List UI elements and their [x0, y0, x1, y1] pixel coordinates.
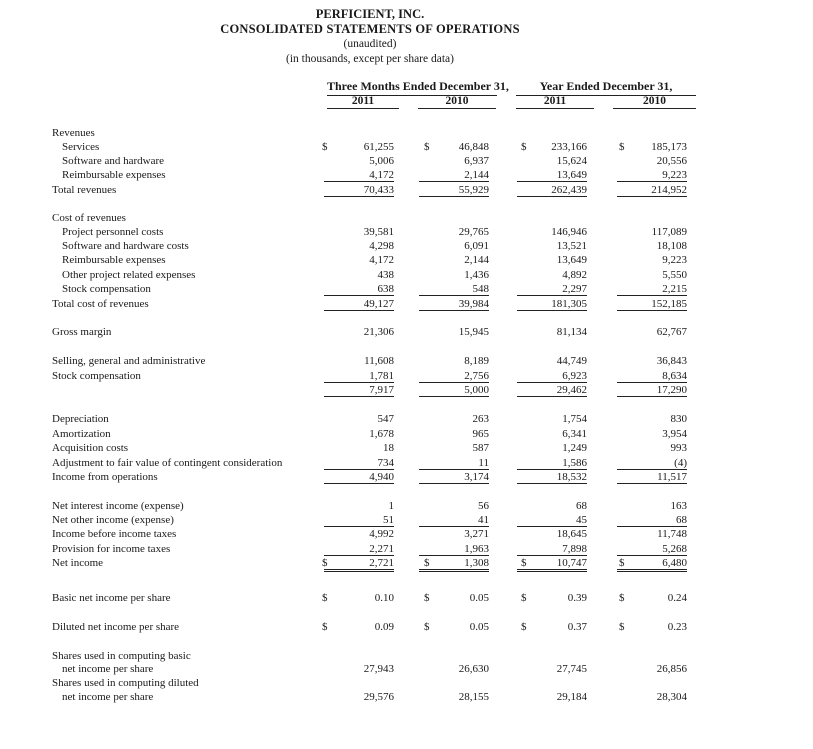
table-row — [0, 212, 813, 226]
value-cell: 185,173 — [651, 141, 687, 153]
value-cell: 2,721 — [324, 557, 394, 572]
audit-note: (unaudited) — [343, 38, 397, 50]
value-cell: 5,006 — [369, 155, 394, 167]
value-cell: 11,608 — [364, 355, 394, 367]
table-row — [0, 127, 813, 141]
value-cell: 1,308 — [419, 557, 489, 572]
value-cell: 36,843 — [656, 355, 687, 367]
row-label: Total cost of revenues — [52, 298, 149, 310]
value-cell: 1,781 — [324, 370, 394, 383]
value-cell: 2,144 — [419, 169, 489, 182]
row-label: Depreciation — [52, 413, 109, 425]
value-cell: 46,848 — [458, 141, 489, 153]
row-label: Stock compensation — [52, 370, 141, 382]
value-cell: 29,765 — [458, 226, 489, 238]
currency-symbol: $ — [521, 557, 527, 569]
table-row — [0, 384, 813, 398]
currency-symbol: $ — [619, 621, 625, 633]
value-cell: 81,134 — [556, 326, 587, 338]
row-label: Software and hardware costs — [62, 240, 189, 252]
value-cell: 62,767 — [656, 326, 687, 338]
table-row — [0, 169, 813, 183]
table-row — [0, 370, 813, 384]
value-cell: 5,000 — [419, 384, 489, 397]
value-cell: 0.23 — [667, 621, 687, 633]
value-cell: 438 — [377, 269, 394, 281]
company-name: PERFICIENT, INC. — [315, 7, 425, 21]
row-label: Revenues — [52, 127, 95, 139]
table-row — [0, 677, 813, 691]
table-row — [0, 592, 813, 606]
value-cell: 39,984 — [419, 298, 489, 311]
value-cell: 56 — [478, 500, 489, 512]
value-cell: 163 — [670, 500, 687, 512]
row-label: Income before income taxes — [52, 528, 177, 540]
column-year-q-2010: 2010 — [418, 95, 496, 109]
value-cell: 27,943 — [363, 663, 394, 675]
value-cell: 4,172 — [369, 254, 394, 266]
value-cell: 39,581 — [363, 226, 394, 238]
value-cell: 1,436 — [464, 269, 489, 281]
value-cell: 41 — [419, 514, 489, 527]
value-cell: 2,271 — [324, 543, 394, 556]
value-cell: 0.37 — [567, 621, 587, 633]
value-cell: 4,940 — [324, 471, 394, 484]
value-cell: 28,155 — [458, 691, 489, 703]
value-cell: 0.09 — [374, 621, 394, 633]
value-cell: 2,297 — [517, 283, 587, 296]
row-label: Net other income (expense) — [52, 514, 174, 526]
currency-symbol: $ — [424, 557, 430, 569]
table-row — [0, 691, 813, 705]
value-cell: 734 — [324, 457, 394, 470]
table-row — [0, 471, 813, 485]
value-cell: 587 — [472, 442, 489, 454]
value-cell: 29,576 — [363, 691, 394, 703]
row-label: Basic net income per share — [52, 592, 171, 604]
currency-symbol: $ — [322, 592, 328, 604]
value-cell: 70,433 — [324, 184, 394, 197]
value-cell: 0.39 — [567, 592, 587, 604]
row-label: Shares used in computing basic — [52, 650, 191, 662]
table-row — [0, 226, 813, 240]
value-cell: 21,306 — [363, 326, 394, 338]
row-label: Software and hardware — [62, 155, 165, 167]
value-cell: 20,556 — [656, 155, 687, 167]
currency-symbol: $ — [619, 592, 625, 604]
column-group-year: Year Ended December 31, — [516, 79, 696, 96]
column-year-y-2011: 2011 — [516, 95, 594, 109]
row-label: Diluted net income per share — [52, 621, 180, 633]
value-cell: 18 — [383, 442, 394, 454]
table-row — [0, 283, 813, 297]
row-label: Net interest income (expense) — [52, 500, 184, 512]
value-cell: 26,630 — [458, 663, 489, 675]
currency-symbol: $ — [322, 141, 328, 153]
value-cell: 152,185 — [617, 298, 687, 311]
value-cell: 181,305 — [517, 298, 587, 311]
value-cell: 2,215 — [617, 283, 687, 296]
value-cell: 18,532 — [517, 471, 587, 484]
row-label: Amortization — [52, 428, 111, 440]
value-cell: 117,089 — [651, 226, 687, 238]
row-label: Stock compensation — [62, 283, 151, 295]
currency-symbol: $ — [521, 621, 527, 633]
table-row — [0, 528, 813, 542]
table-row — [0, 500, 813, 514]
currency-symbol: $ — [619, 141, 625, 153]
statement-title: CONSOLIDATED STATEMENTS OF OPERATIONS — [220, 22, 520, 36]
value-cell: 263 — [472, 413, 489, 425]
value-cell: 0.05 — [469, 592, 489, 604]
value-cell: 1,678 — [369, 428, 394, 440]
value-cell: 6,937 — [464, 155, 489, 167]
value-cell: 5,550 — [662, 269, 687, 281]
value-cell: 9,223 — [662, 254, 687, 266]
table-row — [0, 355, 813, 369]
table-row — [0, 621, 813, 635]
currency-symbol: $ — [424, 592, 430, 604]
value-cell: 2,756 — [419, 370, 489, 383]
value-cell: 1,586 — [517, 457, 587, 470]
value-cell: 0.24 — [667, 592, 687, 604]
value-cell: 2,144 — [464, 254, 489, 266]
column-year-y-2010: 2010 — [613, 95, 696, 109]
value-cell: 965 — [472, 428, 489, 440]
value-cell: 548 — [419, 283, 489, 296]
column-group-three-months: Three Months Ended December 31, — [327, 79, 497, 96]
value-cell: 6,341 — [562, 428, 587, 440]
column-year-q-2011: 2011 — [327, 95, 399, 109]
value-cell: 3,271 — [464, 528, 489, 540]
value-cell: 993 — [670, 442, 687, 454]
table-row — [0, 326, 813, 340]
value-cell: 7,917 — [324, 384, 394, 397]
currency-symbol: $ — [619, 557, 625, 569]
value-cell: 55,929 — [419, 184, 489, 197]
value-cell: 44,749 — [556, 355, 587, 367]
value-cell: 49,127 — [324, 298, 394, 311]
value-cell: 68 — [617, 514, 687, 527]
value-cell: 68 — [576, 500, 587, 512]
value-cell: 262,439 — [517, 184, 587, 197]
value-cell: 13,521 — [556, 240, 587, 252]
row-label: Adjustment to fair value of contingent consideration — [52, 457, 283, 469]
value-cell: (4) — [617, 457, 687, 470]
value-cell: 15,945 — [458, 326, 489, 338]
row-label: Income from operations — [52, 471, 158, 483]
value-cell: 17,290 — [617, 384, 687, 397]
value-cell: 4,172 — [324, 169, 394, 182]
value-cell: 233,166 — [551, 141, 587, 153]
row-label: Net income — [52, 557, 104, 569]
row-label: Shares used in computing diluted — [52, 677, 199, 689]
value-cell: 830 — [670, 413, 687, 425]
row-label: Gross margin — [52, 326, 112, 338]
value-cell: 11,517 — [617, 471, 687, 484]
table-row — [0, 442, 813, 456]
value-cell: 18,645 — [556, 528, 587, 540]
value-cell: 6,923 — [517, 370, 587, 383]
value-cell: 29,184 — [556, 691, 587, 703]
value-cell: 1,249 — [562, 442, 587, 454]
value-cell: 5,268 — [617, 543, 687, 556]
row-label: net income per share — [62, 663, 154, 675]
value-cell: 51 — [324, 514, 394, 527]
row-label: Other project related expenses — [62, 269, 196, 281]
row-label: Services — [62, 141, 100, 153]
value-cell: 10,747 — [517, 557, 587, 572]
value-cell: 6,480 — [617, 557, 687, 572]
table-row — [0, 557, 813, 571]
value-cell: 13,649 — [556, 254, 587, 266]
value-cell: 4,992 — [369, 528, 394, 540]
table-row — [0, 650, 813, 664]
value-cell: 0.05 — [469, 621, 489, 633]
value-cell: 146,946 — [551, 226, 587, 238]
value-cell: 1 — [388, 500, 394, 512]
row-label: Total revenues — [52, 184, 117, 196]
currency-symbol: $ — [521, 592, 527, 604]
value-cell: 11,748 — [657, 528, 687, 540]
value-cell: 15,624 — [556, 155, 587, 167]
value-cell: 6,091 — [464, 240, 489, 252]
value-cell: 638 — [324, 283, 394, 296]
table-row — [0, 155, 813, 169]
row-label: Reimbursable expenses — [62, 254, 166, 266]
value-cell: 8,189 — [464, 355, 489, 367]
row-label: Reimbursable expenses — [62, 169, 166, 181]
currency-symbol: $ — [424, 621, 430, 633]
value-cell: 0.10 — [374, 592, 394, 604]
table-row — [0, 254, 813, 268]
value-cell: 214,952 — [617, 184, 687, 197]
table-row — [0, 269, 813, 283]
row-label: Provision for income taxes — [52, 543, 171, 555]
value-cell: 18,108 — [656, 240, 687, 252]
table-row — [0, 663, 813, 677]
table-row — [0, 413, 813, 427]
row-label: Cost of revenues — [52, 212, 126, 224]
row-label: Selling, general and administrative — [52, 355, 206, 367]
table-row — [0, 298, 813, 312]
table-row — [0, 428, 813, 442]
value-cell: 547 — [377, 413, 394, 425]
table-row — [0, 543, 813, 557]
value-cell: 3,954 — [662, 428, 687, 440]
row-label: Acquisition costs — [52, 442, 129, 454]
table-row — [0, 184, 813, 198]
value-cell: 45 — [517, 514, 587, 527]
value-cell: 3,174 — [419, 471, 489, 484]
value-cell: 29,462 — [517, 384, 587, 397]
value-cell: 7,898 — [517, 543, 587, 556]
value-cell: 9,223 — [617, 169, 687, 182]
table-row — [0, 457, 813, 471]
value-cell: 13,649 — [517, 169, 587, 182]
value-cell: 11 — [419, 457, 489, 470]
value-cell: 4,892 — [562, 269, 587, 281]
currency-symbol: $ — [322, 621, 328, 633]
value-cell: 1,963 — [419, 543, 489, 556]
currency-symbol: $ — [424, 141, 430, 153]
value-cell: 27,745 — [556, 663, 587, 675]
row-label: net income per share — [62, 691, 154, 703]
row-label: Project personnel costs — [62, 226, 164, 238]
value-cell: 1,754 — [562, 413, 587, 425]
currency-symbol: $ — [322, 557, 328, 569]
table-row — [0, 141, 813, 155]
value-cell: 28,304 — [656, 691, 687, 703]
units-note: (in thousands, except per share data) — [286, 53, 454, 65]
currency-symbol: $ — [521, 141, 527, 153]
value-cell: 4,298 — [369, 240, 394, 252]
value-cell: 26,856 — [656, 663, 687, 675]
value-cell: 8,634 — [617, 370, 687, 383]
table-row — [0, 240, 813, 254]
value-cell: 61,255 — [363, 141, 394, 153]
table-row — [0, 514, 813, 528]
